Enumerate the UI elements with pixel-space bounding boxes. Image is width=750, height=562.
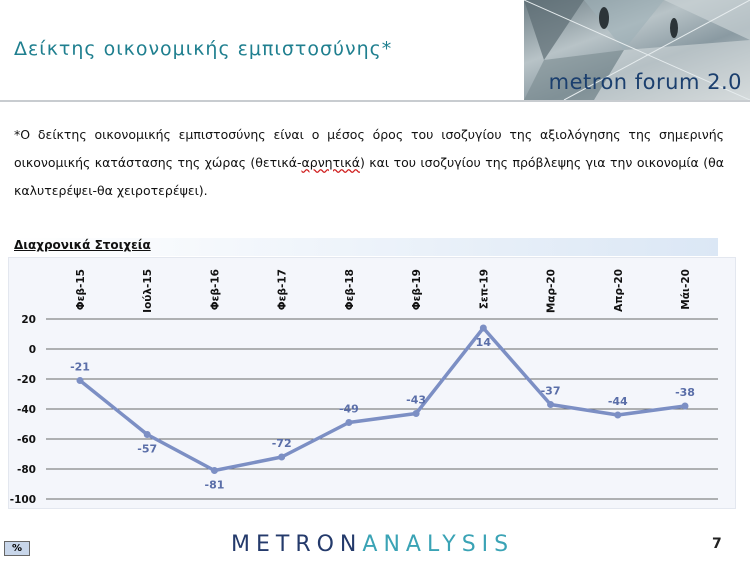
data-label: -57 (137, 442, 158, 456)
y-tick-label: -20 (17, 374, 36, 386)
data-point (413, 410, 420, 417)
data-point (77, 377, 84, 384)
header-divider (0, 100, 750, 102)
data-label: -43 (406, 393, 427, 407)
unit-badge: % (4, 541, 30, 556)
description-part-1: *Ο δείκτης οικονομικής εμπιστοσύνης είναι ο μέσος όρος του ισοζυγίου της αξιολόγησης της σημερινής οικονομικής κατάστασης της χώρας (θετικά- (14, 127, 724, 170)
data-point (682, 403, 689, 410)
page-title: Δείκτης οικονομικής εμπιστοσύνης* (14, 38, 393, 60)
y-tick-label: 20 (21, 314, 36, 326)
data-point (345, 419, 352, 426)
description-text (14, 121, 724, 205)
y-tick-label: -60 (17, 434, 36, 446)
footer-logo (231, 532, 514, 557)
x-tick-label: Μάι-20 (680, 269, 692, 310)
y-tick-label: 0 (28, 344, 36, 356)
data-label: -44 (607, 395, 628, 408)
y-tick-label: -100 (9, 494, 36, 506)
data-point (278, 454, 285, 461)
description-part-2: ) και του ισοζυγίου της πρόβλεψης για την οικονομία (θα καλυτερέψει-θα χειροτερέψει). (14, 155, 724, 198)
x-tick-label: Φεβ-18 (343, 269, 356, 311)
x-tick-label: Φεβ-19 (411, 269, 424, 311)
data-point (211, 467, 218, 474)
x-tick-label: Φεβ-15 (75, 269, 87, 311)
x-tick-label: Φεβ-16 (209, 269, 222, 311)
data-label: -49 (338, 402, 359, 416)
brand-text: metron forum 2.0 (548, 70, 742, 94)
data-point (547, 401, 554, 408)
y-tick-label: -80 (17, 464, 36, 476)
description-underlined-word: αρνητικά (301, 155, 360, 170)
x-tick-label: Μαρ-20 (545, 269, 558, 314)
y-tick-label: -40 (17, 404, 36, 416)
data-point (480, 325, 487, 332)
data-point (144, 431, 151, 438)
x-tick-label: Ιούλ-15 (142, 269, 155, 313)
footer-logo-analysis: ANALYSIS (362, 532, 515, 557)
x-tick-label: Φεβ-17 (276, 269, 289, 311)
page-number: 7 (712, 536, 722, 552)
footer-logo-metron: METRON (231, 532, 363, 557)
data-label: 14 (475, 336, 491, 349)
section-label: Διαχρονικά Στοιχεία (10, 238, 718, 256)
data-point (614, 412, 621, 419)
line-chart (0, 257, 750, 509)
data-label: -38 (675, 386, 695, 399)
data-label: -72 (271, 437, 292, 450)
data-label: -21 (70, 360, 90, 374)
x-tick-label: Σεπ-19 (478, 269, 491, 310)
data-label: -81 (204, 478, 225, 492)
x-tick-label: Απρ-20 (612, 269, 625, 312)
data-label: -37 (540, 384, 561, 398)
header-banner-image (524, 0, 750, 100)
